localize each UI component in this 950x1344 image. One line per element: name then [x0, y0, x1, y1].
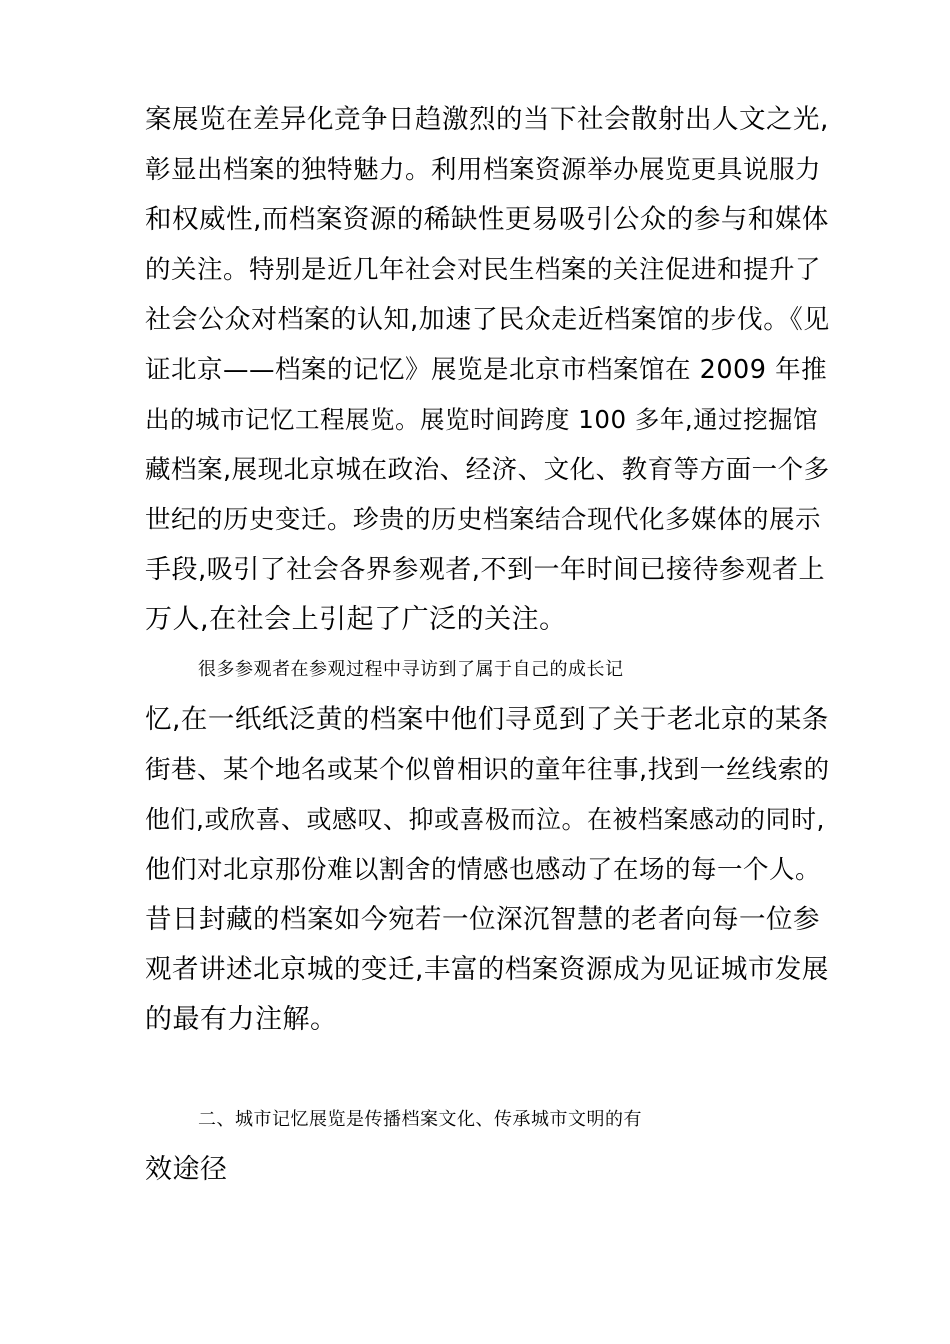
- text-line: 忆,在一纸纸泛黄的档案中他们寻觅到了关于老北京的某条: [145, 704, 829, 735]
- text-line: 手段,吸引了社会各界参观者,不到一年时间已接待参观者上: [145, 555, 826, 585]
- text-line: 街巷、某个地名或某个似曾相识的童年往事,找到一丝线索的: [145, 755, 830, 785]
- text-line: 世纪的历史变迁。珍贵的历史档案结合现代化多媒体的展示: [145, 505, 822, 535]
- text-line: 案展览在差异化竞争日趋激烈的当下社会散射出人文之光,: [145, 104, 829, 135]
- text-line: 的关注。特别是近几年社会对民生档案的关注促进和提升了: [145, 255, 822, 285]
- text-line: 他们对北京那份难以割舍的情感也感动了在场的每一个人。: [145, 855, 822, 885]
- text-line: 出的城市记忆工程展览。展览时间跨度 100 多年,通过挖掘馆: [145, 405, 819, 434]
- text-line: 万人,在社会上引起了广泛的关注。: [145, 604, 567, 635]
- text-line: 社会公众对档案的认知,加速了民众走近档案馆的步伐。《见: [145, 305, 830, 335]
- text-line: 昔日封藏的档案如今宛若一位深沉智慧的老者向每一位参: [145, 904, 820, 935]
- text-line: 证北京——档案的记忆》展览是北京市档案馆在 2009 年推: [145, 355, 828, 385]
- text-line: 藏档案,展现北京城在政治、经济、文化、教育等方面一个多: [145, 455, 830, 485]
- text-line: 彰显出档案的独特魅力。利用档案资源举办展览更具说服力: [145, 155, 822, 185]
- text-line: 他们,或欣喜、或感叹、抑或喜极而泣。在被档案感动的同时,: [145, 805, 825, 834]
- heading-line: 二、城市记忆展览是传播档案文化、传承城市文明的有: [198, 1109, 642, 1130]
- heading-line: 效途径: [145, 1154, 228, 1185]
- text-line: 的最有力注解。: [145, 1004, 338, 1035]
- text-line: 观者讲述北京城的变迁,丰富的档案资源成为见证城市发展: [145, 954, 829, 985]
- text-line: 和权威性,而档案资源的稀缺性更易吸引公众的参与和媒体: [145, 204, 829, 235]
- text-line: 很多参观者在参观过程中寻访到了属于自己的成长记: [198, 659, 624, 680]
